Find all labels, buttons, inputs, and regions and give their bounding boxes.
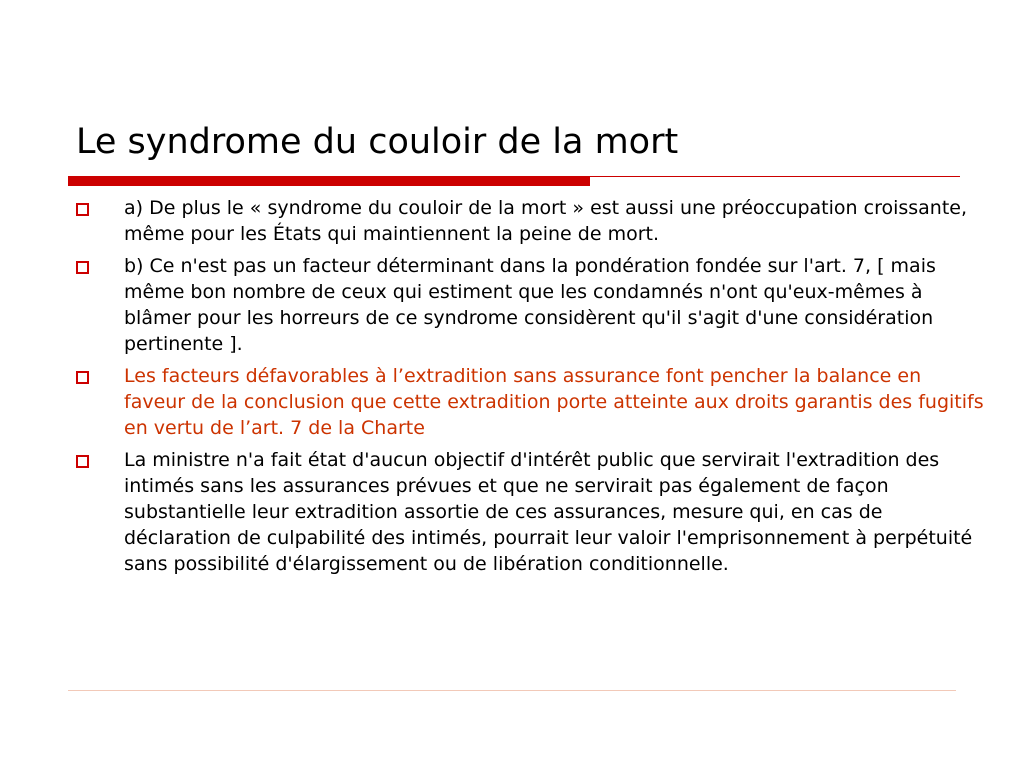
- bullet-list: [72, 195, 987, 583]
- slide-title: Le syndrome du couloir de la mort: [76, 122, 679, 162]
- bullet-item: [72, 253, 987, 357]
- title-underline-thin: [590, 176, 960, 177]
- title-underline-accent: [68, 176, 590, 186]
- bullet-item-highlighted: [72, 363, 987, 441]
- bullet-text: Les facteurs défavorables à l’extradition sans assurance font pencher la balance en faveur de la conclusion que cette extradition porte atteinte aux droits garantis des fugitifs en vertu de l’art. 7 de la Charte: [124, 365, 984, 439]
- bullet-item: [72, 447, 987, 577]
- bullet-text: La ministre n'a fait état d'aucun objectif d'intérêt public que servirait l'extradition des intimés sans les assurances prévues et que ne servirait pas également de façon substantielle leur extradition assortie de ces assurances, mesure qui, en cas de déclaration de culpabilité des intimés, pourrait leur valoir l'emprisonnement à perpétuité sans possibilité d'élargissement ou de libération conditionnelle.: [124, 449, 973, 575]
- hollow-square-bullet-icon: [76, 203, 89, 216]
- hollow-square-bullet-icon: [76, 455, 89, 468]
- hollow-square-bullet-icon: [76, 261, 89, 274]
- hollow-square-bullet-icon: [76, 371, 89, 384]
- bullet-text: a) De plus le « syndrome du couloir de la mort » est aussi une préoccupation croissante, même pour les États qui maintiennent la peine de mort.: [124, 197, 968, 245]
- footer-divider: [68, 690, 956, 691]
- bullet-text: b) Ce n'est pas un facteur déterminant dans la pondération fondée sur l'art. 7, [ mais même bon nombre de ceux qui estiment que les condamnés n'ont qu'eux-mêmes à blâmer pour les horreurs de ce syndrome considèrent qu'il s'agit d'une considération pertinente ].: [124, 255, 936, 355]
- bullet-item: [72, 195, 987, 247]
